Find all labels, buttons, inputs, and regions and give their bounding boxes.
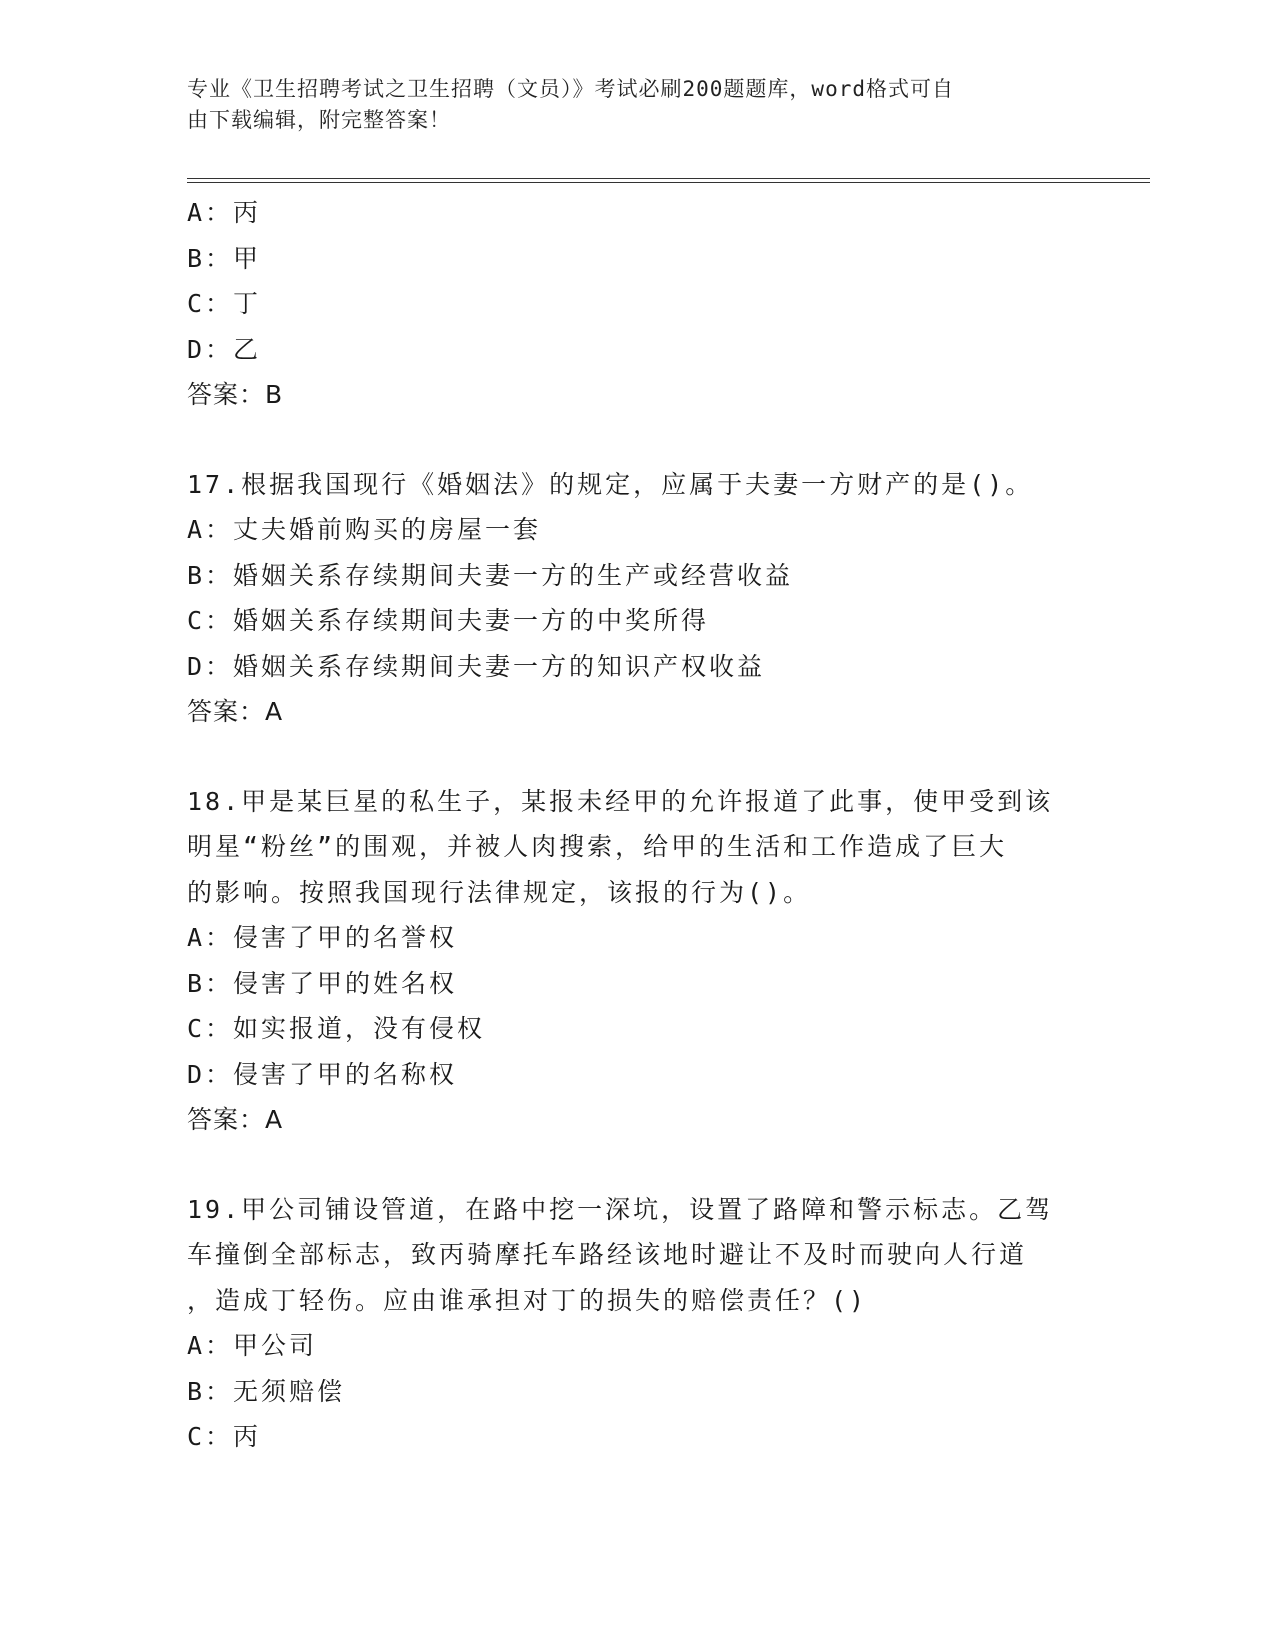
question-list [187, 190, 1087, 1460]
option-c: C：婚姻关系存续期间夫妻一方的中奖所得 [187, 606, 710, 635]
option-a: A：侵害了甲的名誉权 [187, 923, 458, 952]
question-stem-line-1: 19.甲公司铺设管道，在路中挖一深坑，设置了路障和警示标志。乙驾 [187, 1194, 1054, 1224]
option-b: B：侵害了甲的姓名权 [187, 968, 458, 998]
option-d: D：婚姻关系存续期间夫妻一方的知识产权收益 [187, 651, 766, 681]
option-c: C：丙 [187, 1422, 262, 1451]
option-b: B：甲 [187, 243, 262, 273]
option-a: A：丈夫婚前购买的房屋一套 [187, 515, 542, 544]
question-stem-line-1: 18.甲是某巨星的私生子，某报未经甲的允许报道了此事，使甲受到该 [187, 786, 1054, 816]
answer-line: 答案：B [187, 380, 284, 409]
option-a: A：丙 [187, 198, 262, 227]
question-18 [187, 779, 1087, 1143]
option-c: C：丁 [187, 289, 262, 318]
header-line-1: 专业《卫生招聘考试之卫生招聘（文员）》考试必刷200题题库，word格式可自 [187, 77, 954, 101]
header-line-2: 由下载编辑，附完整答案！ [187, 108, 451, 132]
option-d: D：侵害了甲的名称权 [187, 1059, 458, 1089]
answer-line: 答案：A [187, 697, 284, 726]
option-b: B：婚姻关系存续期间夫妻一方的生产或经营收益 [187, 560, 794, 590]
option-d: D：乙 [187, 334, 262, 364]
question-16 [187, 190, 1087, 418]
option-c: C：如实报道，没有侵权 [187, 1014, 486, 1043]
option-a: A：甲公司 [187, 1331, 318, 1360]
answer-line: 答案：A [187, 1105, 284, 1134]
header-divider-second [187, 182, 1150, 183]
question-17 [187, 462, 1087, 735]
question-stem-line-2: 车撞倒全部标志，致丙骑摩托车路经该地时避让不及时而驶向人行道 [187, 1240, 1028, 1269]
question-stem-line-2: 明星“粉丝”的围观，并被人肉搜索，给甲的生活和工作造成了巨大 [187, 832, 1008, 861]
header-divider [187, 178, 1150, 179]
question-stem-line-3: 的影响。按照我国现行法律规定，该报的行为()。 [187, 877, 812, 907]
question-stem-line-3: ，造成丁轻伤。应由谁承担对丁的损失的赔偿责任？() [187, 1285, 868, 1315]
option-b: B：无须赔偿 [187, 1376, 346, 1406]
question-19 [187, 1187, 1087, 1460]
question-stem: 17.根据我国现行《婚姻法》的规定，应属于夫妻一方财产的是()。 [187, 469, 1034, 499]
document-header [187, 74, 1087, 136]
